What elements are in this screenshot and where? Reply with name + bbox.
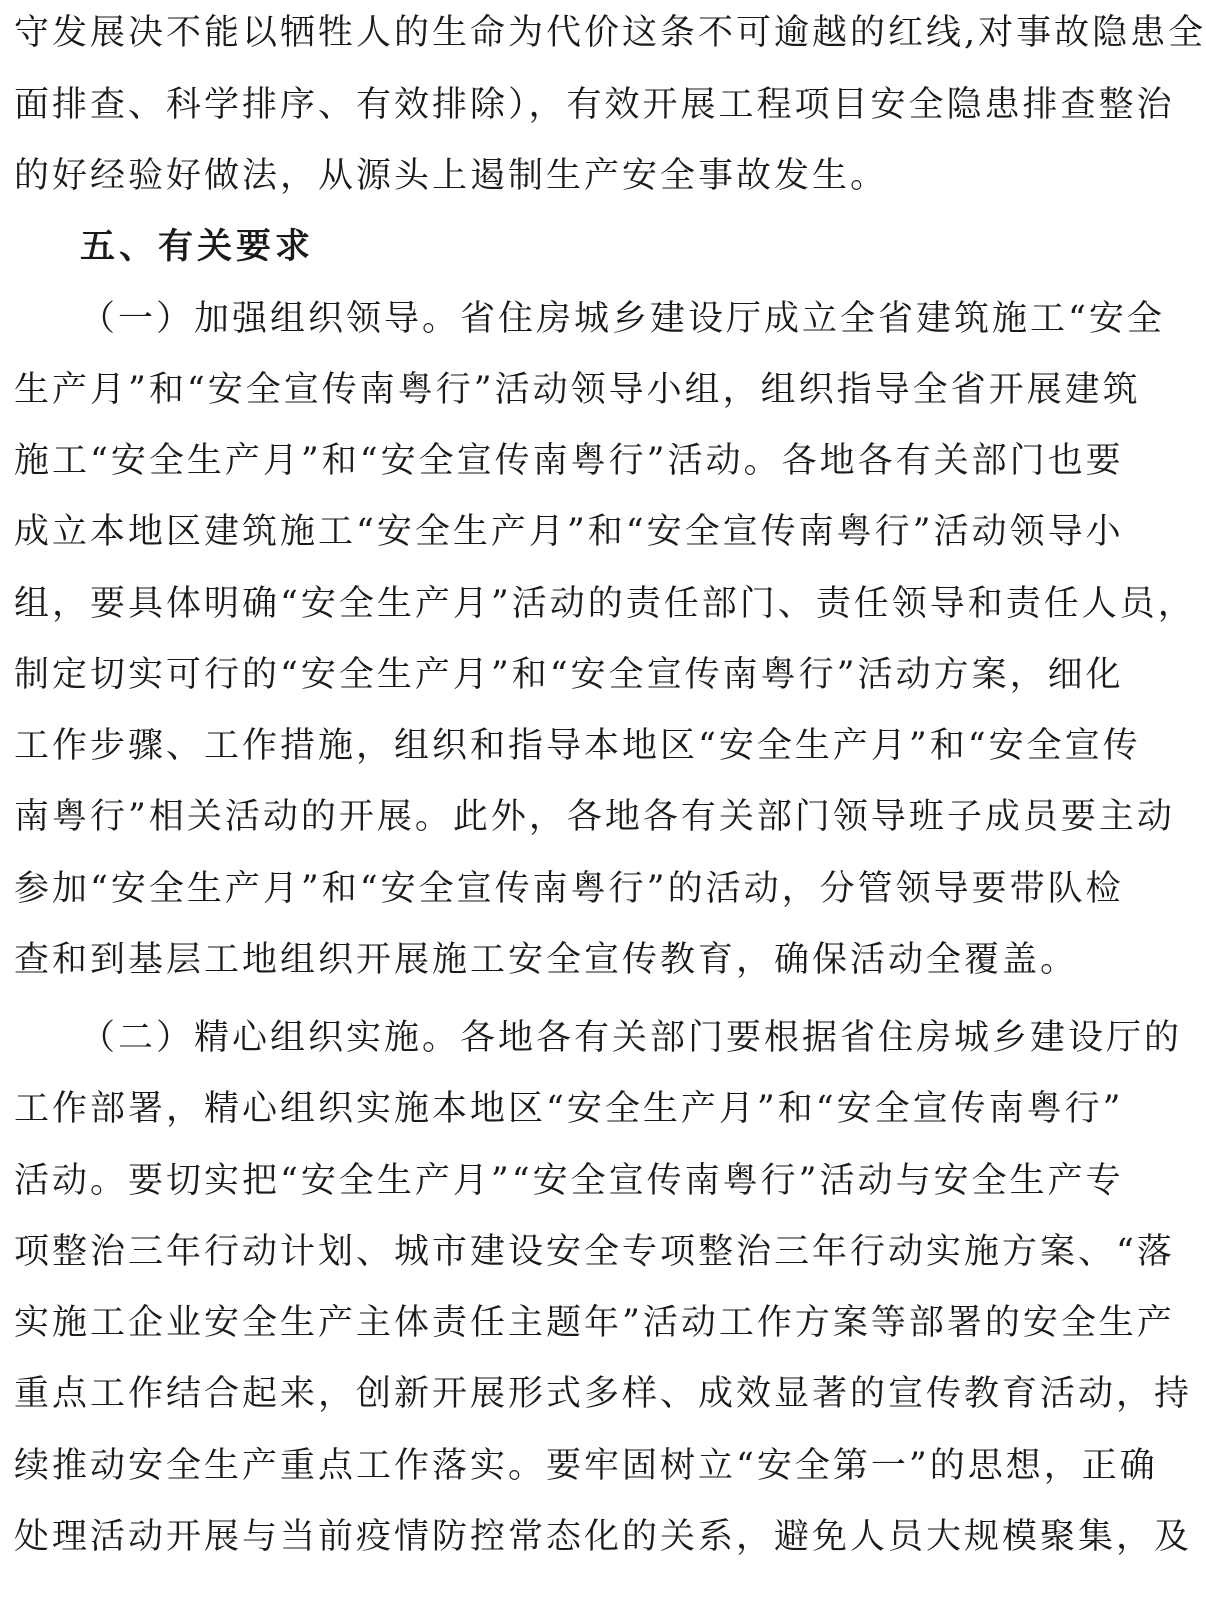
paragraph-first-line: （二）精心组织实施。各地各有关部门要根据省住房城乡建设厅的 [80,1018,1183,1058]
body-text-line: 南粤行”相关活动的开展。此外，各地各有关部门领导班子成员要主动 [14,797,1175,837]
body-text-line: 面排查、科学排序、有效排除），有效开展工程项目安全隐患排查整治 [14,85,1175,125]
body-text-line: 组，要具体明确“安全生产月”活动的责任部门、责任领导和责任人员， [14,584,1196,624]
body-text-line: 施工“安全生产月”和“安全宣传南粤行”活动。各地各有关部门也要 [14,441,1124,481]
body-text-line: 查和到基层工地组织开展施工安全宣传教育，确保活动全覆盖。 [14,940,1079,980]
body-text-line: 处理活动开展与当前疫情防控常态化的关系，避免人员大规模聚集，及 [14,1517,1193,1557]
body-text-line: 生产月”和“安全宣传南粤行”活动领导小组，组织指导全省开展建筑 [14,370,1141,410]
paragraph-first-line: （一）加强组织领导。省住房城乡建设厅成立全省建筑施工“安全 [80,299,1165,339]
body-text-line: 工作步骤、工作措施，组织和指导本地区“安全生产月”和“安全宣传 [14,726,1141,766]
body-text-line: 的好经验好做法，从源头上遏制生产安全事故发生。 [14,156,889,196]
body-text-line: 实施工企业安全生产主体责任主题年”活动工作方案等部署的安全生产 [14,1303,1175,1343]
body-text-line: 参加“安全生产月”和“安全宣传南粤行”的活动，分管领导要带队检 [14,869,1124,909]
body-text-line: 工作部署，精心组织实施本地区“安全生产月”和“安全宣传南粤行” [14,1089,1124,1129]
body-text-line: 活动。要切实把“安全生产月”“安全宣传南粤行”活动与安全生产专 [14,1161,1124,1201]
body-text-line: 重点工作结合起来，创新开展形式多样、成效显著的宣传教育活动，持 [14,1374,1193,1414]
body-text-line: 续推动安全生产重点工作落实。要牢固树立“安全第一”的思想，正确 [14,1446,1158,1486]
body-text-line: 制定切实可行的“安全生产月”和“安全宣传南粤行”活动方案，细化 [14,655,1124,695]
body-text-line: 守发展决不能以牺牲人的生命为代价这条不可逾越的红线,对事故隐患全 [14,13,1206,53]
body-text-line: 项整治三年行动计划、城市建设安全专项整治三年行动实施方案、“落 [14,1232,1175,1272]
section-heading: 五、有关要求 [80,227,315,267]
body-text-line: 成立本地区建筑施工“安全生产月”和“安全宣传南粤行”活动领导小 [14,512,1124,552]
